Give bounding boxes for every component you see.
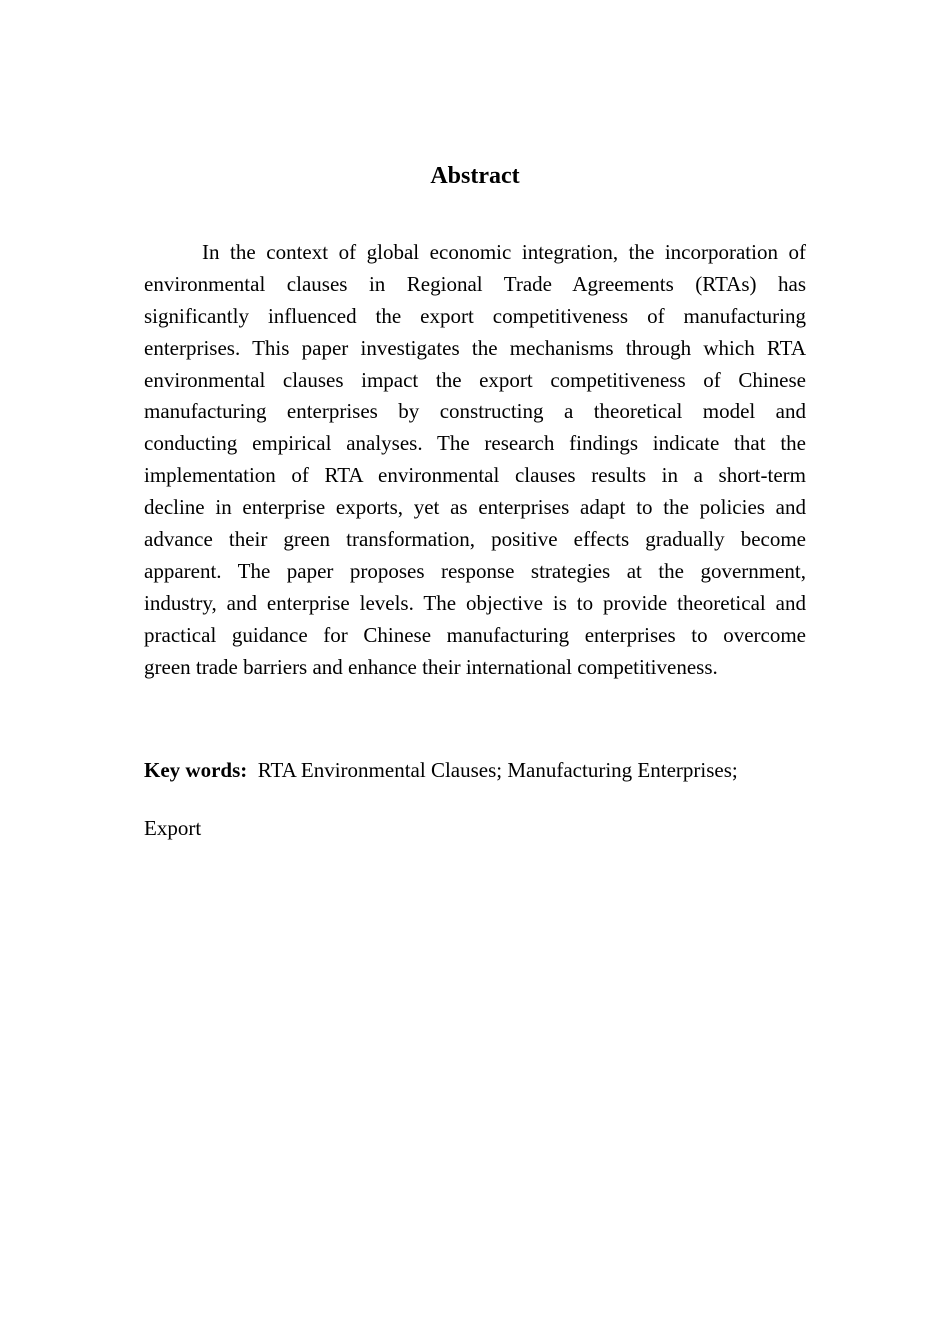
abstract-line: enterprises. This paper investigates the mechanisms through which RTA [144, 335, 806, 360]
abstract-line: significantly influenced the export competitiveness of manufacturing [144, 303, 806, 328]
keywords-section [144, 754, 738, 786]
abstract-line: apparent. The paper proposes response strategies at the government, [144, 558, 806, 583]
abstract-line: decline in enterprise exports, yet as enterprises adapt to the policies and [144, 495, 806, 520]
abstract-line: In the context of global economic integration, the incorporation of [202, 240, 806, 264]
abstract-line: industry, and enterprise levels. The objective is to provide theoretical and [144, 590, 806, 615]
abstract-line: environmental clauses impact the export competitiveness of Chinese [144, 367, 806, 392]
abstract-title: Abstract [430, 163, 520, 189]
abstract-line: implementation of RTA environmental clauses results in a short-term [144, 463, 806, 488]
abstract-paragraph [144, 237, 806, 683]
keywords-label: Key words: [144, 758, 248, 782]
abstract-line: practical guidance for Chinese manufacturing enterprises to overcome [144, 622, 806, 647]
abstract-line: green trade barriers and enhance their international competitiveness. [144, 654, 718, 679]
abstract-line: advance their green transformation, positive effects gradually become [144, 527, 806, 552]
abstract-line: conducting empirical analyses. The research findings indicate that the [144, 431, 806, 456]
keywords-list: RTA Environmental Clauses; Manufacturing Enterprises; [257, 758, 738, 782]
abstract-line: environmental clauses in Regional Trade Agreements (RTAs) has [144, 271, 806, 296]
keywords-list-continued: Export [144, 816, 202, 840]
abstract-line: manufacturing enterprises by constructing a theoretical model and [144, 399, 806, 424]
